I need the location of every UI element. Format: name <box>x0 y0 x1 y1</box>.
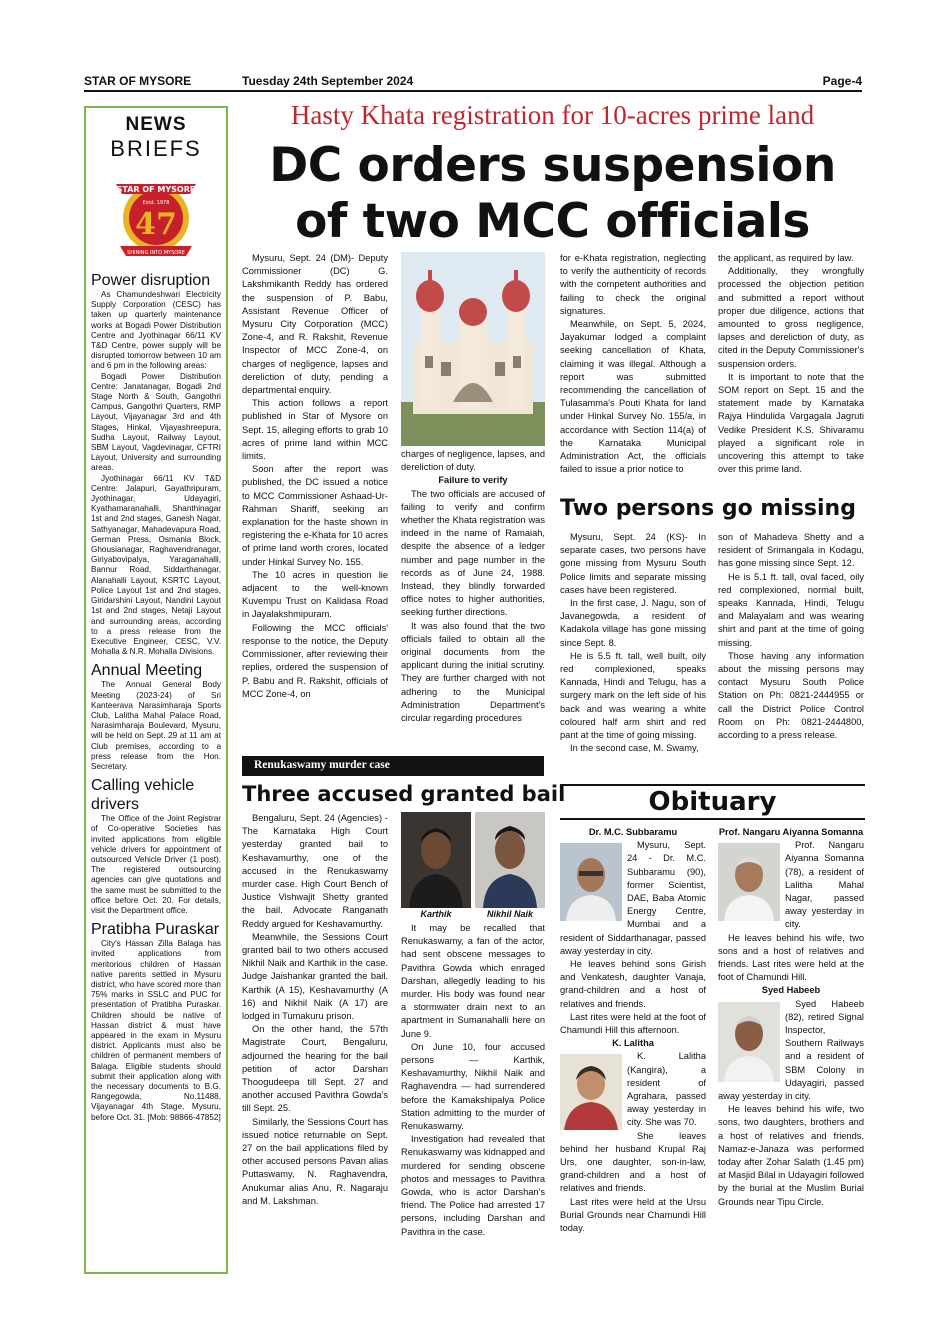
lead-paragraph: Mysuru, Sept. 24 (DM)- Deputy Commissioner (DC) G. Lakshmikanth Reddy has ordered the suspension of P. Babu, Assistant Revenue Officer of Mysuru City Corporation (MCC) Zone-4, and R. Rakshit, Revenue Inspector of MCC Zone-4, on charges of negligence, lapses and dereliction of duty, pending a departmental enquiry. <box>242 253 388 396</box>
bail-column-1 <box>242 812 388 1282</box>
case-tag-bar: Renukaswamy murder case <box>242 756 544 776</box>
missing-paragraph: In the second case, M. Swamy, <box>570 743 699 754</box>
lead-paragraph: the applicant, as required by law. <box>718 253 854 263</box>
missing-column-1 <box>560 531 706 771</box>
lead-paragraph: charges of negligence, lapses, and dereliction of duty. <box>401 449 545 473</box>
missing-paragraph: son of Mahadeva Shetty and a resident of Srimangala in Kodagu, has gone missing since Sept. 12. <box>718 532 864 569</box>
portrait-photo-icon <box>560 843 622 921</box>
obituary-paragraph: K. Lalitha (Kangira), a resident of Agrahara, passed away yesterday in city. She was 70. <box>627 1051 706 1128</box>
news-label: NEWS <box>125 114 187 135</box>
lead-paragraph: It is important to note that the SOM report on Sept. 15 and the statement made by Karnataka Rajya Hindulida Vargagala Jagruti Vedike President K.S. Shivaramu played a significant role in uncovering this attempt to take over this prime land. <box>718 371 864 475</box>
bail-paragraph: It may be recalled that Renukaswamy, a fan of the actor, had sent obscene messages to Pavithra Gowda which enraged Darshan, allegedly leading to his murder. His body was found near a stormwater drain next to an apartment in Sumanahalli here on June 9. <box>401 923 545 1039</box>
missing-paragraph: Mysuru, Sept. 24 (KS)- In separate cases, two persons have gone missing from Mysuru South Police limits and separate missing cases have been registered. <box>560 532 706 595</box>
lead-column-4 <box>718 252 864 490</box>
paper-name: STAR OF MYSORE <box>84 74 192 88</box>
lead-paragraph: Following the MCC officials' response to the notice, the Deputy Commissioner, after reviewing their replies, ordered the suspension of P. Babu and R. Rakshit, officials of MCC Zone-4, on <box>242 622 388 699</box>
masthead <box>84 74 862 92</box>
brief-heading: Calling vehicle drivers <box>91 777 195 814</box>
lead-column-1 <box>242 252 388 750</box>
issue-date: Tuesday 24th September 2024 <box>242 74 414 88</box>
person-photo-icon <box>475 812 545 908</box>
bail-paragraph: Meanwhile, the Sessions Court granted bail to two others accused Nikhil Naik and Karthik in the case. Judge Jaishankar granted the bail. Karthik (A 15), Keshavamurthy (A 16) and Nikhil Naik (A 17) are lodged in Tumakuru prison. <box>242 931 388 1022</box>
bail-paragraph: Similarly, the Sessions Court has issued notice returnable on Sept. 27 on the bail applications filed by other accused persons Pavan alias Puttaswamy, N. Raghavendra, Anukumar alias Anu, R. Nagaraju and M. Lakshman. <box>242 1116 388 1206</box>
bail-column-2 <box>401 922 545 1282</box>
star-of-mysore-47-logo-icon <box>106 168 206 260</box>
bail-paragraph: On the other hand, the 57th Magistrate Court, Bengaluru, adjourned the hearing for the bail petition of actor Darshan Thoogudeepa till Sept. 27 and another accused Pavithra Gowda's till Sept. 25. <box>242 1024 388 1114</box>
lead-subhead: Failure to verify <box>438 475 508 486</box>
accused-photo-nikhil <box>475 812 545 908</box>
lead-column-3 <box>560 252 706 490</box>
news-briefs-box <box>84 106 228 1274</box>
missing-paragraph: He is 5.1 ft. tall, oval faced, oily red complexioned, normal built, speaks Kannada, Hindi, Telugu and Malayalam and was wearing shirt and pant at the time of going missing. <box>718 571 864 648</box>
lead-paragraph: This action follows a report published in Star of Mysore on Sept. 15, alleging efforts to grab 10 acres of prime land within MCC limits. <box>242 398 388 462</box>
brief-paragraph: The Annual General Body Meeting (2023-24) of Sri Kanteerava Narasimharaja Sports Club, Lalitha Mahal Palace Road, Narasimharaja Boulevard, Mysuru, will be held on Sept. 29 at 11 am at Club premises, according to a press release from the Hon. Secretary. <box>91 680 221 771</box>
obituary-paragraph: He leaves behind his wife, two sons, two daughters, brothers and a host of relatives and friends. Namaz-e-Janaza was performed today after Zohar Salath (1.45 pm) at Masjid Bilal in Udayagiri followed by the burial at the Muslim Burial Grounds near Tipu Circle. <box>718 1104 864 1207</box>
anniversary-logo <box>91 168 221 265</box>
obituary-paragraph: Syed Habeeb (82), retired Signal Inspector, Southern Railways and a resident of SBM Colony in Udayagiri, passed away yesterday in city. <box>718 998 864 1102</box>
lead-headline <box>240 138 865 250</box>
portrait-photo-icon <box>560 1054 622 1130</box>
brief-paragraph: The Office of the Joint Registrar of Co-operative Societies has invited applications from eligible vehicle drivers for appointment of outsourced Vehicle Driver (1 post). The registered outsourcing agencies can give quotations and the same must be submitted to the office before Oct. 20. For details, visit the Department office. <box>91 814 221 915</box>
lead-paragraph: The two officials are accused of failing to verify and confirm whether the Khata registration was indeed in the name of Ramaiah, despite the absence of a ledger number and page number in the records as of June 24, 1988. Instead, they blindly forwarded office notes to higher authorities, seeking further directions. <box>401 488 545 618</box>
obituary-name: K. Lalitha <box>612 1038 654 1049</box>
lead-column-2 <box>401 448 545 750</box>
obituary-paragraph: He leaves behind sons Girish and Venkatesh, daughter Vanaja, grand-children and a host of relatives and friends. <box>560 959 706 1009</box>
page-number: Page-4 <box>822 74 862 88</box>
person-photo-icon <box>401 812 471 908</box>
obituary-paragraph: He leaves behind his wife, two sons and a host of relatives and friends. Last rites were held at the foot of Chamundi Hill. <box>718 932 864 983</box>
obituary-paragraph: She leaves behind her husband Krupal Raj Urs, one daughter, son-in-law, grand-children and a host of relatives and friends. <box>560 1130 706 1194</box>
lead-paragraph: Additionally, they wrongfully processed the objection petition and submitted a report without proper due diligence, actions that amounted to gross negligence, lapses and dereliction of duty, as cited in the Deputy Commissioner's suspension orders. <box>718 266 864 369</box>
missing-headline: Two persons go missing <box>560 496 856 521</box>
brief-paragraph: City's Hassan Zilla Balaga has invited applications from meritorious children of Hassan native parents settled in Mysuru district, who have scored more than 75% marks in SSLC and PUC for presentation of Pratibha Puraskar. Children should be native of Hassan district & must have appeared in the exam in Mysuru district. Applicants must also be children of permanent members of Balaga. Eligible students should submit their application along with the necessary documents to B.G. Rangegowda, No.11488, Vijayanagar 4th Stage, Mysuru, before Oct. 31. [Mob: 98866-47852] <box>91 939 221 1122</box>
obituary-name: Prof. Nangaru Aiyanna Somanna <box>718 827 864 837</box>
portrait-photo-icon <box>718 1002 780 1082</box>
logo-estd: Estd. 1978 <box>142 200 170 206</box>
obituary-paragraph: Last rites were held at the Ursu Burial Grounds near Chamundi Hill today. <box>560 1196 706 1234</box>
lead-paragraph: Soon after the report was published, the DC issued a notice to MCC Commissioner Ashaad-Ur-Rahman Shariff, seeking an explanation for the haste shown in registering the e-Khata for 10 acres of prime land worth crores, located under Hinkal Survey No. 155. <box>242 464 388 567</box>
logo-top-text: STAR OF MYSORE <box>116 185 196 194</box>
missing-paragraph: He is 5.5 ft. tall, well built, oily red complexioned, speaks Kannada, Hindi and Telugu, has a surgery mark on the left side of his back and was wearing a white coloured half arm shirt and red pant at the time of going missing. <box>560 650 706 741</box>
lead-paragraph: It was also found that the two officials failed to obtain all the original documents from the applicant during the initial scrutiny. They are further charged with not adhering to the Municipal Administration Department's circular regarding procedures <box>401 620 545 724</box>
logo-number: 47 <box>135 207 177 242</box>
accused-photo-karthik <box>401 812 471 908</box>
briefs-label: BRIEFS <box>110 136 202 161</box>
bail-headline: Three accused granted bail <box>242 782 566 806</box>
palace-photo <box>401 252 545 446</box>
bail-paragraph: On June 10, four accused persons — Karthik, Keshavamurthy, Nikhil Naik and Raghavendra — had surrendered before the Kamakshipalya Police Station admitting to the murder of Renukaswamy. <box>401 1041 545 1132</box>
news-briefs-title <box>91 114 221 162</box>
missing-paragraph: Those having any information about the missing persons may contact Mysuru South Police Station on Ph: 0821-2444955 or call the District Police Control Room on Ph: 0821-2444800, according to a press release. <box>718 650 864 741</box>
logo-bottom-text: SHINING INTO MYSORE <box>127 250 185 256</box>
brief-paragraph: Jyothinagar 66/11 KV T&D Centre: Jalapuri, Gayathripuram, Jyothinagar, Udayagiri, Kyathamaranahalli, Shanthinagar 1st and 2nd stages, Ganesh Nagar, Sathyanagar, Mahadevapura Road, German Press, Osmania Block, Ghousianagar, Raghavendranagar, Giriyabovipalya, Yaraganahalli, Bannur Road, Siddarthanagar, Alanahalli Layout, KSRTC Layout, Police Layout 1st and 2nd stages, Giridarshini Layout, Nandini Layout 1st and 2nd stages, Netaji Layout and surrounding areas, according to a press release from the Executive Engineer, CESC, V.V. Mohalla & N.R. Mohalla Divisions. <box>91 473 221 657</box>
lead-headline-line: of two MCC officials <box>295 194 810 249</box>
missing-column-2 <box>718 531 864 771</box>
obituary-paragraph: Prof. Nangaru Aiyanna Somanna (78), a resident of Lalitha Mahal Nagar, passed away yesterday in city. <box>785 840 864 930</box>
bail-paragraph: Investigation had revealed that Renukaswamy was kidnapped and murdered for sending obscene photos and messages to Pavithra Gowda, who is actor Darshan's friend. The Police had arrested 17 persons, including Darshan and Pavithra in the case. <box>401 1134 545 1237</box>
brief-paragraph: Bogadi Power Distribution Centre: Janatanagar, Bogadi 2nd Stage North & South, Gangothri Campus, Gangothri Quarters, RMP Layout, Vijayanagar 3rd and 4th Stages, Hinkal, Vijayashreepura, Sudha Layout, Railway Layout, SBM Layout, Vagdevinagar, CFTRI Layout, University and surrounding areas. <box>91 371 221 473</box>
brief-heading: Pratibha Puraskar <box>91 921 220 939</box>
photo-caption: Nikhil Naik <box>486 909 533 919</box>
brief-paragraph: As Chamundeshwari Electricity Supply Corporation (CESC) has taken up quarterly maintenance works at Bogadi Power Distribution Centre and Jyothinagar 66/11 KV T&D Centre, power supply will be disrupted tomorrow between 10 am and 6 pm in the following areas: <box>91 290 221 371</box>
obituary-column-1 <box>560 826 706 1282</box>
obituary-paragraph: Mysuru, Sept. 24 - Dr. M.C. Subbaramu (90), former Scientist, DAE, Baba Atomic Energy Centre, Mumbai and a resident of Siddarthanagar, passed away yesterday in city. <box>560 840 706 956</box>
lead-paragraph: The 10 acres in question lie adjacent to the well-known Kuvempu Trust on Kalidasa Road in Jayalakshmipuram. <box>242 569 388 620</box>
missing-paragraph: In the first case, J. Nagu, son of Javanegowda, a resident of Kadakola village has gone missing since Sept. 8. <box>560 598 706 648</box>
palace-image-icon <box>401 252 545 446</box>
obituary-name: Dr. M.C. Subbaramu <box>588 827 678 837</box>
photo-caption: Karthik <box>420 909 452 919</box>
obituary-heading: Obituary <box>560 784 865 820</box>
obituary-column-2 <box>718 826 864 1282</box>
obituary-paragraph: Last rites were held at the foot of Chamundi Hill this afternoon. <box>560 1011 706 1036</box>
brief-heading: Annual Meeting <box>91 662 203 680</box>
lead-paragraph: for e-Khata registration, neglecting to verify the authenticity of records with the competent authorities and failing to check the original signatures. <box>560 253 706 316</box>
bail-paragraph: Bengaluru, Sept. 24 (Agencies) - The Karnataka High Court yesterday granted bail to Keshavamurthy, one of the accused in the Renukaswamy murder case. High Court Bench of Justice Vishwajit Shetty granted the bail. Advocate Ranganath Reddy argued for Keshavamurthy. <box>242 813 388 929</box>
lead-headline-line: DC orders suspension <box>269 138 836 193</box>
lead-kicker: Hasty Khata registration for 10-acres prime land <box>290 100 815 130</box>
brief-heading: Power disruption <box>91 272 211 289</box>
portrait-photo-icon <box>718 843 780 921</box>
obituary-name: Syed Habeeb <box>761 985 821 996</box>
lead-paragraph: Meanwhile, on Sept. 5, 2024, Jayakumar lodged a complaint seeking cancellation of Khata, claiming it was illegal. Although a report was submitted recommending the cancellation of Tulasamma's Pouti Khata for land under Hinkal Survey No. 155/a, in accordance with Section 114(a) of the Karnataka Municipal Administration Act, the officials failed to issue a prior notice to <box>560 319 706 475</box>
